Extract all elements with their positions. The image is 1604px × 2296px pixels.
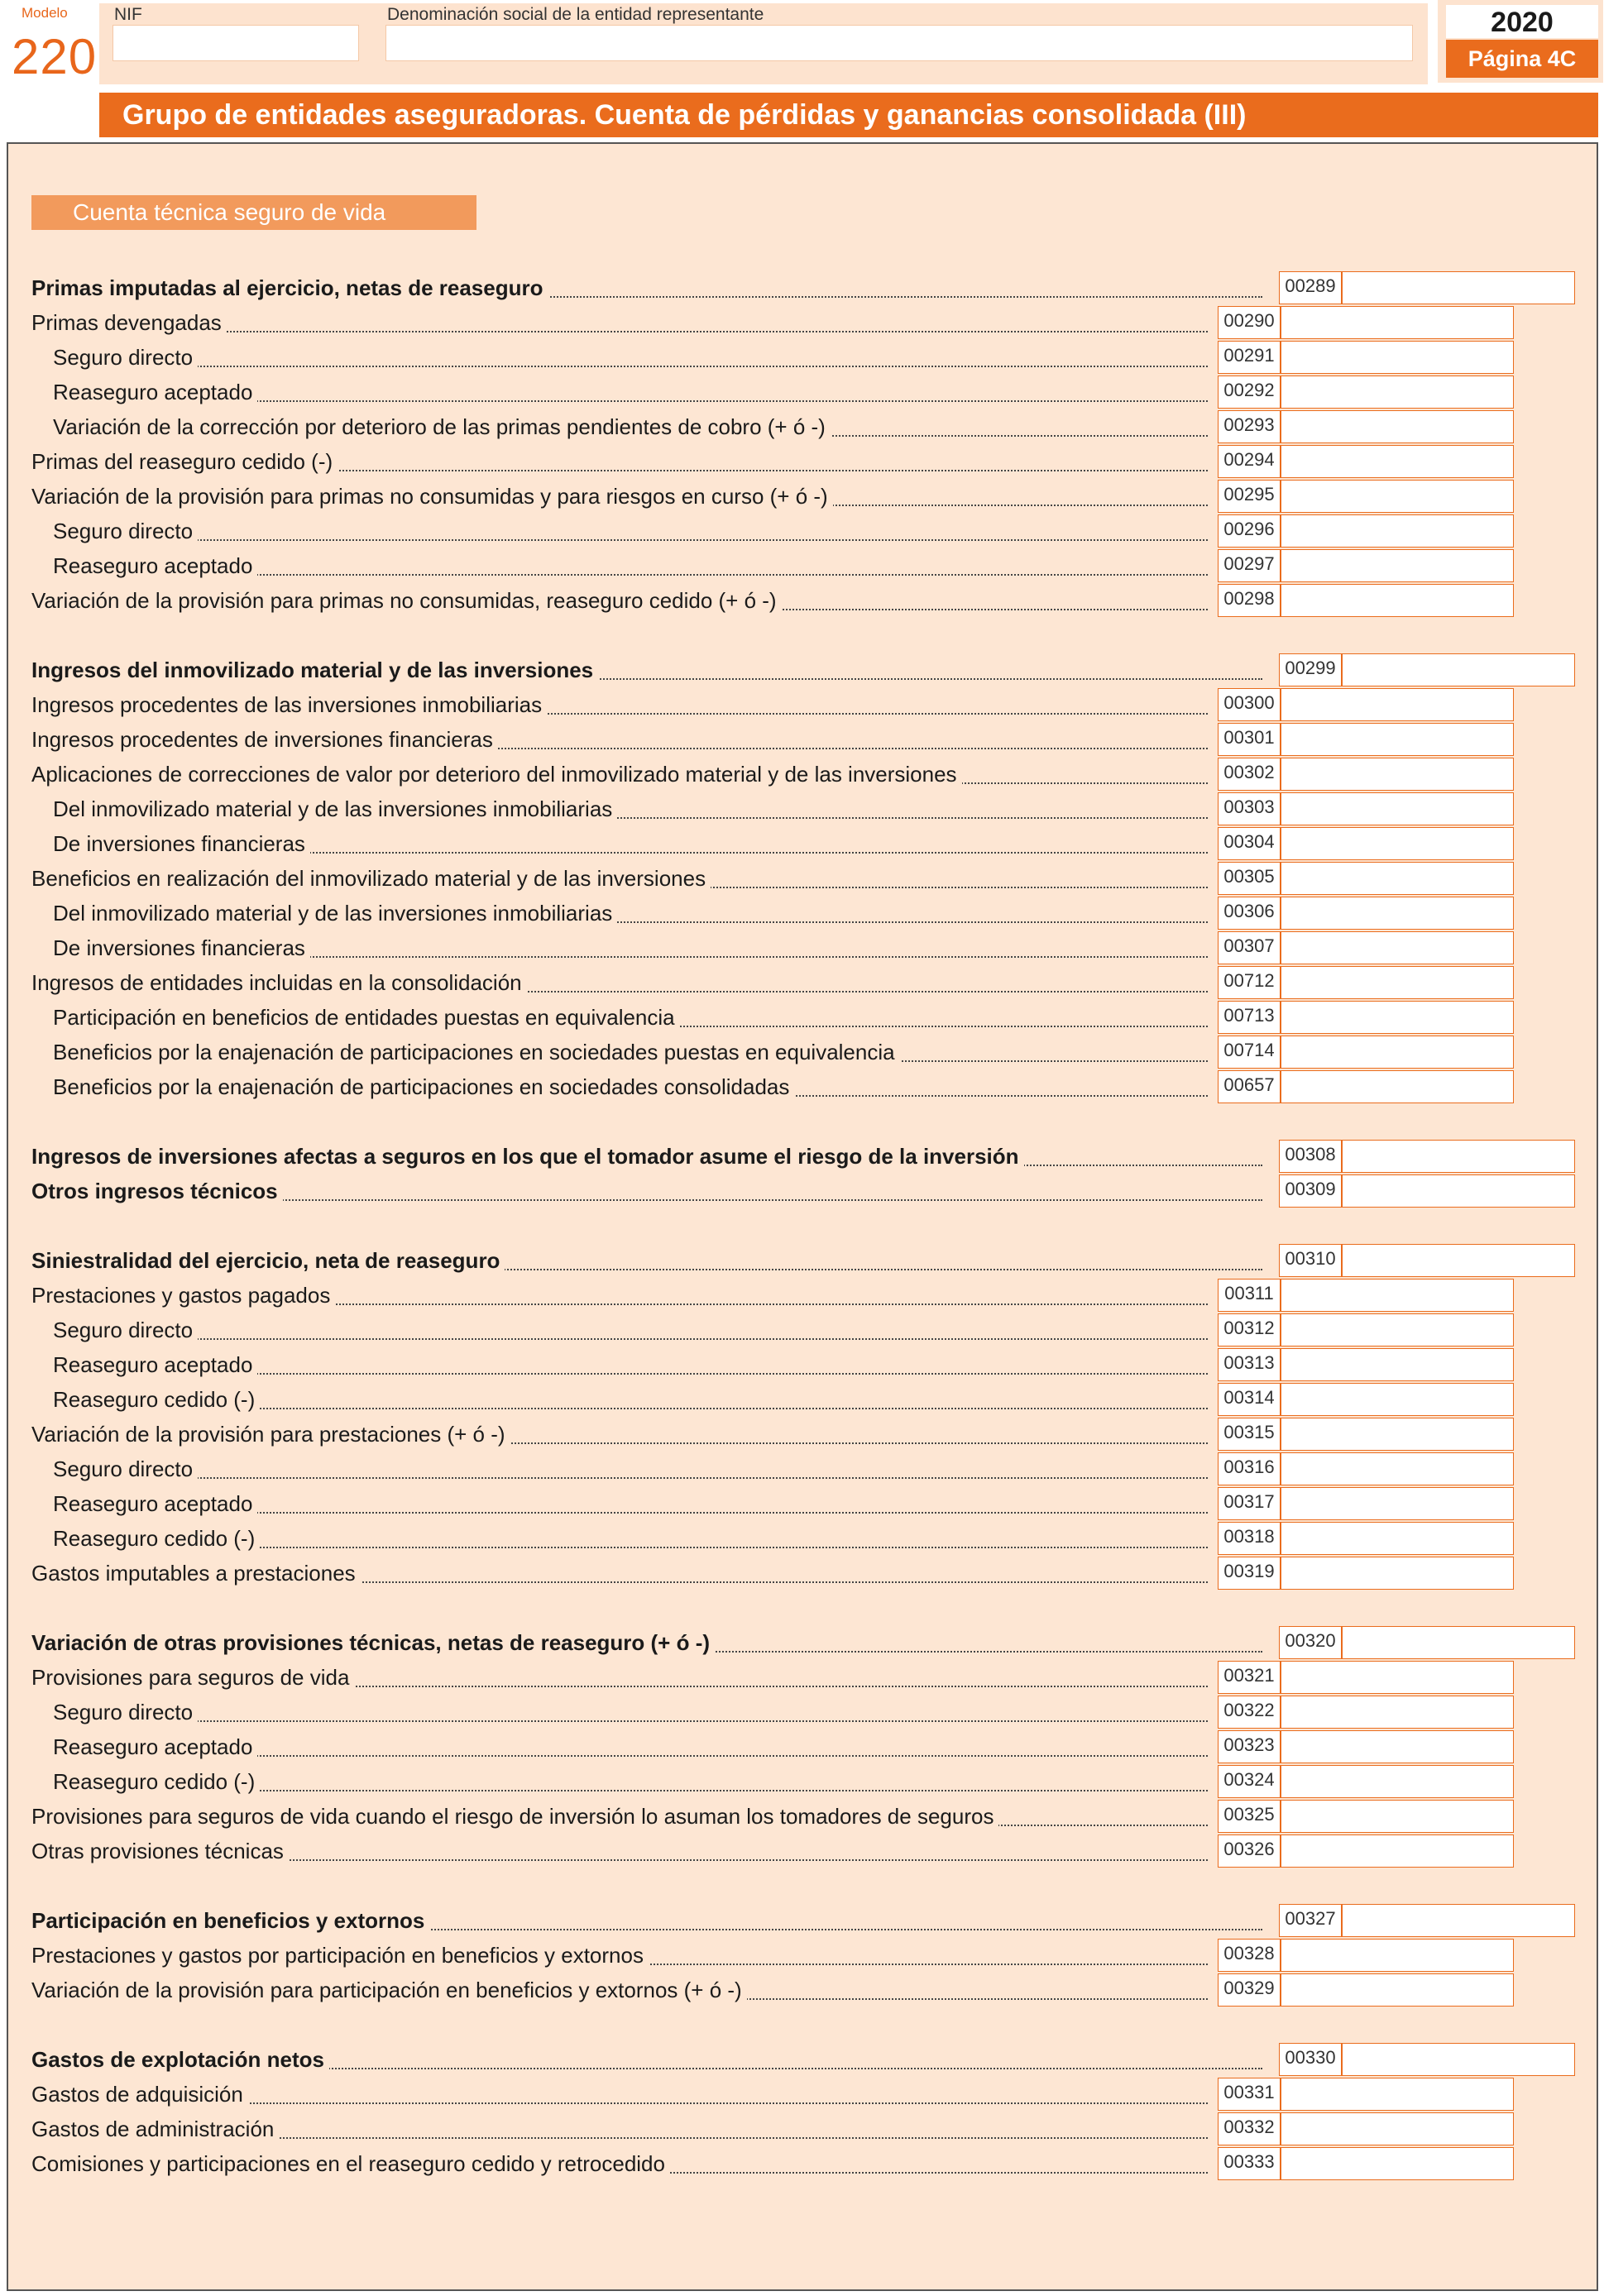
row-label: Prestaciones y gastos pagados (31, 1283, 335, 1308)
form-row (31, 1765, 1208, 1798)
row-label: Gastos de explotación netos (31, 2047, 329, 2072)
nif-box (99, 3, 372, 84)
amount-field[interactable] (1281, 1418, 1514, 1451)
form-row (31, 723, 1208, 756)
field-code: 00330 (1279, 2043, 1342, 2076)
field-code: 00312 (1218, 1313, 1281, 1347)
field-code: 00298 (1218, 584, 1281, 617)
form-row (31, 1174, 1262, 1208)
section-tab: Cuenta técnica seguro de vida (31, 195, 476, 230)
field-code: 00291 (1218, 341, 1281, 374)
form-row (31, 1834, 1208, 1868)
row-label: Participación en beneficios y extornos (31, 1908, 429, 1933)
field-code: 00319 (1218, 1557, 1281, 1590)
form-row (31, 1244, 1262, 1277)
leader-dots (31, 539, 1208, 541)
row-label: Primas del reaseguro cedido (-) (31, 449, 338, 474)
amount-field[interactable] (1281, 1661, 1514, 1694)
amount-field[interactable] (1342, 1244, 1575, 1277)
form-row (31, 480, 1208, 513)
row-label: Reaseguro aceptado (31, 380, 257, 404)
field-code: 00326 (1218, 1834, 1281, 1868)
form-row (31, 931, 1208, 964)
field-code: 00329 (1218, 1973, 1281, 2007)
amount-field[interactable] (1281, 2147, 1514, 2180)
field-code: 00289 (1279, 271, 1342, 304)
field-code: 00307 (1218, 931, 1281, 964)
row-label: Seguro directo (31, 1318, 198, 1342)
row-label: Seguro directo (31, 345, 198, 370)
field-code: 00304 (1218, 827, 1281, 860)
amount-field[interactable] (1281, 375, 1514, 409)
field-code: 00331 (1218, 2078, 1281, 2111)
row-label: De inversiones financieras (31, 935, 310, 960)
amount-field[interactable] (1281, 966, 1514, 999)
field-code: 00308 (1279, 1140, 1342, 1173)
form-row (31, 1522, 1208, 1555)
form-row (31, 1696, 1208, 1729)
row-label: Del inmovilizado material y de las inversiones inmobiliarias (31, 796, 617, 821)
amount-field[interactable] (1281, 1001, 1514, 1034)
form-row (31, 827, 1208, 860)
form-row (31, 688, 1208, 721)
amount-field[interactable] (1281, 1070, 1514, 1103)
form-row (31, 792, 1208, 825)
field-code: 00314 (1218, 1383, 1281, 1416)
form-row (31, 375, 1208, 409)
leader-dots (31, 1477, 1208, 1479)
denominacion-field[interactable] (385, 25, 1413, 61)
amount-field[interactable] (1342, 2043, 1575, 2076)
amount-field[interactable] (1281, 1452, 1514, 1485)
field-code: 00311 (1218, 1279, 1281, 1312)
page-number: Página 4C (1446, 40, 1598, 78)
field-code: 00712 (1218, 966, 1281, 999)
amount-field[interactable] (1281, 1973, 1514, 2007)
row-label: Reaseguro cedido (-) (31, 1769, 260, 1794)
form-row (31, 897, 1208, 930)
row-label: Reaseguro aceptado (31, 1352, 257, 1377)
row-label: Otros ingresos técnicos (31, 1179, 283, 1203)
field-code: 00306 (1218, 897, 1281, 930)
form-row (31, 862, 1208, 895)
form-row (31, 1973, 1208, 2007)
row-label: Beneficios por la enajenación de participaciones en sociedades consolidadas (31, 1074, 794, 1099)
row-label: Provisiones para seguros de vida (31, 1665, 354, 1690)
amount-field[interactable] (1281, 1279, 1514, 1312)
field-code: 00294 (1218, 445, 1281, 478)
row-label: Gastos de adquisición (31, 2082, 248, 2107)
form-row (31, 2043, 1262, 2076)
row-label: Reaseguro cedido (-) (31, 1387, 260, 1412)
amount-field[interactable] (1281, 723, 1514, 756)
row-label: Gastos de administración (31, 2117, 279, 2141)
row-label: Ingresos de entidades incluidas en la consolidación (31, 970, 527, 995)
row-label: Aplicaciones de correcciones de valor por deterioro del inmovilizado material y de las inversiones (31, 762, 962, 787)
leader-dots (31, 1720, 1208, 1722)
amount-field[interactable] (1281, 1939, 1514, 1972)
field-code: 00318 (1218, 1522, 1281, 1555)
field-code: 00332 (1218, 2112, 1281, 2145)
form-row (31, 1418, 1208, 1451)
row-label: Reaseguro aceptado (31, 553, 257, 578)
form-row (31, 549, 1208, 582)
field-code: 00310 (1279, 1244, 1342, 1277)
denominacion-label: Denominación social de la entidad representante (387, 5, 764, 24)
row-label: Variación de otras provisiones técnicas, netas de reaseguro (+ ó -) (31, 1630, 715, 1655)
row-label: Otras provisiones técnicas (31, 1839, 289, 1863)
form-row (31, 1313, 1208, 1347)
row-label: Ingresos procedentes de las inversiones inmobiliarias (31, 692, 547, 717)
field-code: 00322 (1218, 1696, 1281, 1729)
form-row (31, 1939, 1208, 1972)
form-row (31, 271, 1262, 304)
row-label: Variación de la provisión para prestaciones (+ ó -) (31, 1422, 510, 1447)
denominacion-box (372, 3, 1428, 84)
field-code: 00296 (1218, 514, 1281, 548)
form-row (31, 2112, 1208, 2145)
amount-field[interactable] (1281, 1730, 1514, 1763)
amount-field[interactable] (1281, 758, 1514, 791)
row-label: Primas devengadas (31, 310, 227, 335)
field-code: 00290 (1218, 306, 1281, 339)
row-label: De inversiones financieras (31, 831, 310, 856)
form-row (31, 1348, 1208, 1381)
amount-field[interactable] (1281, 792, 1514, 825)
form-row (31, 306, 1208, 339)
form-row (31, 1800, 1208, 1833)
amount-field[interactable] (1281, 2112, 1514, 2145)
field-code: 00305 (1218, 862, 1281, 895)
amount-field[interactable] (1281, 1036, 1514, 1069)
amount-field[interactable] (1281, 410, 1514, 443)
form-title: Grupo de entidades aseguradoras. Cuenta de pérdidas y ganancias consolidada (III) (99, 93, 1598, 137)
amount-field[interactable] (1281, 1383, 1514, 1416)
form-row (31, 341, 1208, 374)
amount-field[interactable] (1281, 688, 1514, 721)
row-label: Beneficios en realización del inmovilizado material y de las inversiones (31, 866, 711, 891)
form-row (31, 1001, 1208, 1034)
amount-field[interactable] (1342, 1904, 1575, 1937)
field-code: 00325 (1218, 1800, 1281, 1833)
form-row (31, 758, 1208, 791)
field-code: 00320 (1279, 1626, 1342, 1659)
form-row (31, 2078, 1208, 2111)
field-code: 00317 (1218, 1487, 1281, 1520)
field-code: 00321 (1218, 1661, 1281, 1694)
row-label: Variación de la corrección por deterioro de las primas pendientes de cobro (+ ó -) (31, 414, 831, 439)
leader-dots (31, 366, 1208, 367)
amount-field[interactable] (1281, 2078, 1514, 2111)
row-label: Beneficios por la enajenación de participaciones en sociedades puestas en equivalencia (31, 1040, 900, 1064)
form-row (31, 1070, 1208, 1103)
amount-field[interactable] (1281, 1522, 1514, 1555)
field-code: 00315 (1218, 1418, 1281, 1451)
row-label: Seguro directo (31, 519, 198, 543)
amount-field[interactable] (1281, 1313, 1514, 1347)
field-code: 00323 (1218, 1730, 1281, 1763)
row-label: Seguro directo (31, 1457, 198, 1481)
form-row (31, 1452, 1208, 1485)
row-label: Variación de la provisión para primas no consumidas, reaseguro cedido (+ ó -) (31, 588, 782, 613)
form-row (31, 1036, 1208, 1069)
amount-field[interactable] (1281, 480, 1514, 513)
field-code: 00309 (1279, 1174, 1342, 1208)
modelo-number: 220 (12, 29, 98, 84)
row-label: Ingresos procedentes de inversiones financieras (31, 727, 498, 752)
amount-field[interactable] (1281, 445, 1514, 478)
row-label: Provisiones para seguros de vida cuando el riesgo de inversión lo asuman los tomadores de seguros (31, 1804, 998, 1829)
amount-field[interactable] (1342, 1140, 1575, 1173)
field-code: 00295 (1218, 480, 1281, 513)
amount-field[interactable] (1281, 549, 1514, 582)
amount-field[interactable] (1342, 1626, 1575, 1659)
form-row (31, 514, 1208, 548)
row-label: Comisiones y participaciones en el reaseguro cedido y retrocedido (31, 2151, 670, 2176)
field-code: 00328 (1218, 1939, 1281, 1972)
form-row (31, 653, 1262, 686)
amount-field[interactable] (1281, 1696, 1514, 1729)
amount-field[interactable] (1342, 1174, 1575, 1208)
form-row (31, 1904, 1262, 1937)
amount-field[interactable] (1281, 1348, 1514, 1381)
row-label: Reaseguro aceptado (31, 1491, 257, 1516)
field-code: 00713 (1218, 1001, 1281, 1034)
row-label: Primas imputadas al ejercicio, netas de reaseguro (31, 275, 548, 300)
field-code: 00303 (1218, 792, 1281, 825)
form-row (31, 1730, 1208, 1763)
leader-dots (31, 1338, 1208, 1340)
form-row (31, 1383, 1208, 1416)
form-row (31, 966, 1208, 999)
field-code: 00293 (1218, 410, 1281, 443)
field-code: 00313 (1218, 1348, 1281, 1381)
modelo-label: Modelo (22, 5, 68, 21)
year: 2020 (1446, 5, 1598, 38)
amount-field[interactable] (1281, 827, 1514, 860)
amount-field[interactable] (1342, 653, 1575, 686)
amount-field[interactable] (1281, 584, 1514, 617)
amount-field[interactable] (1281, 1765, 1514, 1798)
field-code: 00316 (1218, 1452, 1281, 1485)
field-code: 00301 (1218, 723, 1281, 756)
amount-field[interactable] (1281, 931, 1514, 964)
field-code: 00327 (1279, 1904, 1342, 1937)
row-label: Participación en beneficios de entidades puestas en equivalencia (31, 1005, 680, 1030)
row-label: Prestaciones y gastos por participación en beneficios y extornos (31, 1943, 649, 1968)
amount-field[interactable] (1342, 271, 1575, 304)
row-label: Ingresos del inmovilizado material y de las inversiones (31, 658, 598, 682)
amount-field[interactable] (1281, 341, 1514, 374)
form-row (31, 1279, 1208, 1312)
row-label: Reaseguro cedido (-) (31, 1526, 260, 1551)
form-row (31, 1557, 1208, 1590)
row-label: Variación de la provisión para primas no consumidas y para riesgos en curso (+ ó -) (31, 484, 833, 509)
amount-field[interactable] (1281, 862, 1514, 895)
field-code: 00714 (1218, 1036, 1281, 1069)
amount-field[interactable] (1281, 306, 1514, 339)
amount-field[interactable] (1281, 897, 1514, 930)
field-code: 00302 (1218, 758, 1281, 791)
field-code: 00300 (1218, 688, 1281, 721)
form-row (31, 1140, 1262, 1173)
amount-field[interactable] (1281, 1557, 1514, 1590)
field-code: 00324 (1218, 1765, 1281, 1798)
row-label: Gastos imputables a prestaciones (31, 1561, 361, 1586)
row-label: Ingresos de inversiones afectas a seguros en los que el tomador asume el riesgo de la inversión (31, 1144, 1024, 1169)
row-label: Del inmovilizado material y de las inversiones inmobiliarias (31, 901, 617, 926)
row-label: Siniestralidad del ejercicio, neta de reaseguro (31, 1248, 505, 1273)
form-row (31, 2147, 1208, 2180)
form-row (31, 1661, 1208, 1694)
amount-field[interactable] (1281, 514, 1514, 548)
amount-field[interactable] (1281, 1834, 1514, 1868)
form-row (31, 445, 1208, 478)
row-label: Reaseguro aceptado (31, 1734, 257, 1759)
field-code: 00297 (1218, 549, 1281, 582)
field-code: 00292 (1218, 375, 1281, 409)
amount-field[interactable] (1281, 1487, 1514, 1520)
nif-field[interactable] (113, 25, 359, 61)
row-label: Variación de la provisión para participación en beneficios y extornos (+ ó -) (31, 1978, 747, 2002)
form-row (31, 1626, 1262, 1659)
amount-field[interactable] (1281, 1800, 1514, 1833)
field-code: 00299 (1279, 653, 1342, 686)
nif-label: NIF (114, 5, 142, 24)
form-row (31, 1487, 1208, 1520)
field-code: 00657 (1218, 1070, 1281, 1103)
form-row (31, 410, 1208, 443)
row-label: Seguro directo (31, 1700, 198, 1724)
field-code: 00333 (1218, 2147, 1281, 2180)
form-row (31, 584, 1208, 617)
